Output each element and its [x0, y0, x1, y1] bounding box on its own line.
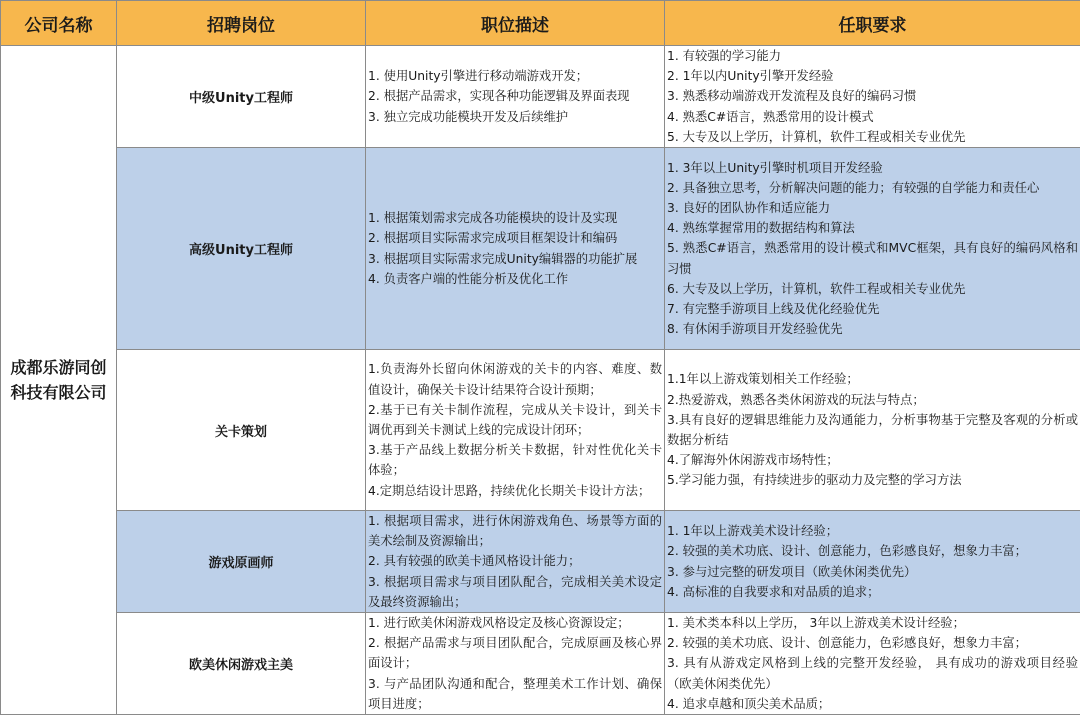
- requirement-line: 3. 良好的团队协作和适应能力: [667, 198, 1078, 218]
- description-line: 1. 进行欧美休闲游戏风格设定及核心资源设定；: [368, 613, 662, 633]
- requirement-line: 5. 大专及以上学历，计算机，软件工程或相关专业优先: [667, 127, 1078, 147]
- description-line: 1. 根据项目需求，进行休闲游戏角色、场景等方面的美术绘制及资源输出；: [368, 511, 662, 551]
- header-position: 招聘岗位: [117, 1, 366, 46]
- requirement-line: 8. 有休闲手游项目开发经验优先: [667, 319, 1078, 339]
- company-name: 成都乐游同创科技有限公司: [1, 46, 117, 715]
- requirement-line: 1. 美术类本科以上学历， 3年以上游戏美术设计经验；: [667, 613, 1078, 633]
- description-cell: [366, 613, 665, 715]
- requirement-line: 4. 高标准的自我要求和对品质的追求；: [667, 582, 1078, 602]
- description-cell: [366, 46, 665, 148]
- description-line: 2. 具有较强的欧美卡通风格设计能力；: [368, 551, 662, 571]
- requirement-line: 2. 具备独立思考，分析解决问题的能力；有较强的自学能力和责任心: [667, 178, 1078, 198]
- position-name: 游戏原画师: [117, 511, 366, 613]
- requirement-line: 1. 有较强的学习能力: [667, 46, 1078, 66]
- description-line: 2. 根据项目实际需求完成项目框架设计和编码: [368, 228, 662, 248]
- requirement-line: 2.热爱游戏，熟悉各类休闲游戏的玩法与特点；: [667, 390, 1078, 410]
- requirements-cell: [665, 350, 1080, 511]
- description-line: 2.基于已有关卡制作流程，完成从关卡设计，到关卡调优再到关卡测试上线的完成设计闭环；: [368, 400, 662, 440]
- header-requirements: 任职要求: [665, 1, 1080, 46]
- requirement-line: 2. 1年以内Unity引擎开发经验: [667, 66, 1078, 86]
- requirement-line: 6. 大专及以上学历，计算机，软件工程或相关专业优先: [667, 279, 1078, 299]
- requirement-line: 7. 有完整手游项目上线及优化经验优先: [667, 299, 1078, 319]
- requirement-line: 1.1年以上游戏策划相关工作经验；: [667, 369, 1078, 389]
- description-line: 4.定期总结设计思路，持续优化长期关卡设计方法；: [368, 481, 662, 501]
- requirements-cell: [665, 511, 1080, 613]
- requirement-line: 2. 较强的美术功底、设计、创意能力，色彩感良好，想象力丰富；: [667, 633, 1078, 653]
- requirements-cell: [665, 46, 1080, 148]
- position-name: 高级Unity工程师: [117, 148, 366, 350]
- header-company: 公司名称: [1, 1, 117, 46]
- table-row: [1, 148, 1080, 350]
- position-name: 关卡策划: [117, 350, 366, 511]
- position-name: 中级Unity工程师: [117, 46, 366, 148]
- description-line: 2. 根据产品需求与项目团队配合，完成原画及核心界面设计；: [368, 633, 662, 673]
- description-line: 1.负责海外长留向休闲游戏的关卡的内容、难度、数值设计，确保关卡设计结果符合设计预期；: [368, 359, 662, 399]
- description-line: 3. 独立完成功能模块开发及后续维护: [368, 107, 662, 127]
- requirements-cell: [665, 613, 1080, 715]
- requirement-line: 1. 1年以上游戏美术设计经验；: [667, 521, 1078, 541]
- description-line: 1. 使用Unity引擎进行移动端游戏开发；: [368, 66, 662, 86]
- description-line: 3. 根据项目需求与项目团队配合，完成相关美术设定及最终资源输出；: [368, 572, 662, 612]
- requirement-line: 2. 较强的美术功底、设计、创意能力，色彩感良好，想象力丰富；: [667, 541, 1078, 561]
- requirement-line: 5. 熟悉C#语言，熟悉常用的设计模式和MVC框架，具有良好的编码风格和习惯: [667, 238, 1078, 278]
- header-description: 职位描述: [366, 1, 665, 46]
- header-row: [1, 1, 1080, 46]
- table-row: [1, 613, 1080, 715]
- description-cell: [366, 148, 665, 350]
- requirement-line: 5.学习能力强，有持续进步的驱动力及完整的学习方法: [667, 470, 1078, 490]
- table-row: [1, 350, 1080, 511]
- requirement-line: 4. 追求卓越和顶尖美术品质；: [667, 694, 1078, 714]
- requirement-line: 4.了解海外休闲游戏市场特性；: [667, 450, 1078, 470]
- table-row: [1, 511, 1080, 613]
- description-line: 4. 负责客户端的性能分析及优化工作: [368, 269, 662, 289]
- requirements-cell: [665, 148, 1080, 350]
- table-row: [1, 46, 1080, 148]
- requirement-line: 3.具有良好的逻辑思维能力及沟通能力，分析事物基于完整及客观的分析或数据分析结: [667, 410, 1078, 450]
- requirement-line: 3. 具有从游戏定风格到上线的完整开发经验， 具有成功的游戏项目经验（欧美休闲类优先）: [667, 653, 1078, 693]
- description-cell: [366, 511, 665, 613]
- description-line: 3. 与产品团队沟通和配合，整理美术工作计划、确保项目进度；: [368, 674, 662, 714]
- position-name: 欧美休闲游戏主美: [117, 613, 366, 715]
- requirement-line: 4. 熟练掌握常用的数据结构和算法: [667, 218, 1078, 238]
- description-line: 3. 根据项目实际需求完成Unity编辑器的功能扩展: [368, 249, 662, 269]
- description-line: 2. 根据产品需求，实现各种功能逻辑及界面表现: [368, 86, 662, 106]
- description-cell: [366, 350, 665, 511]
- requirement-line: 1. 3年以上Unity引擎时机项目开发经验: [667, 158, 1078, 178]
- description-line: 1. 根据策划需求完成各功能模块的设计及实现: [368, 208, 662, 228]
- requirement-line: 4. 熟悉C#语言，熟悉常用的设计模式: [667, 107, 1078, 127]
- requirement-line: 3. 熟悉移动端游戏开发流程及良好的编码习惯: [667, 86, 1078, 106]
- requirement-line: 3. 参与过完整的研发项目（欧美休闲类优先）: [667, 562, 1078, 582]
- description-line: 3.基于产品线上数据分析关卡数据，针对性优化关卡体验；: [368, 440, 662, 480]
